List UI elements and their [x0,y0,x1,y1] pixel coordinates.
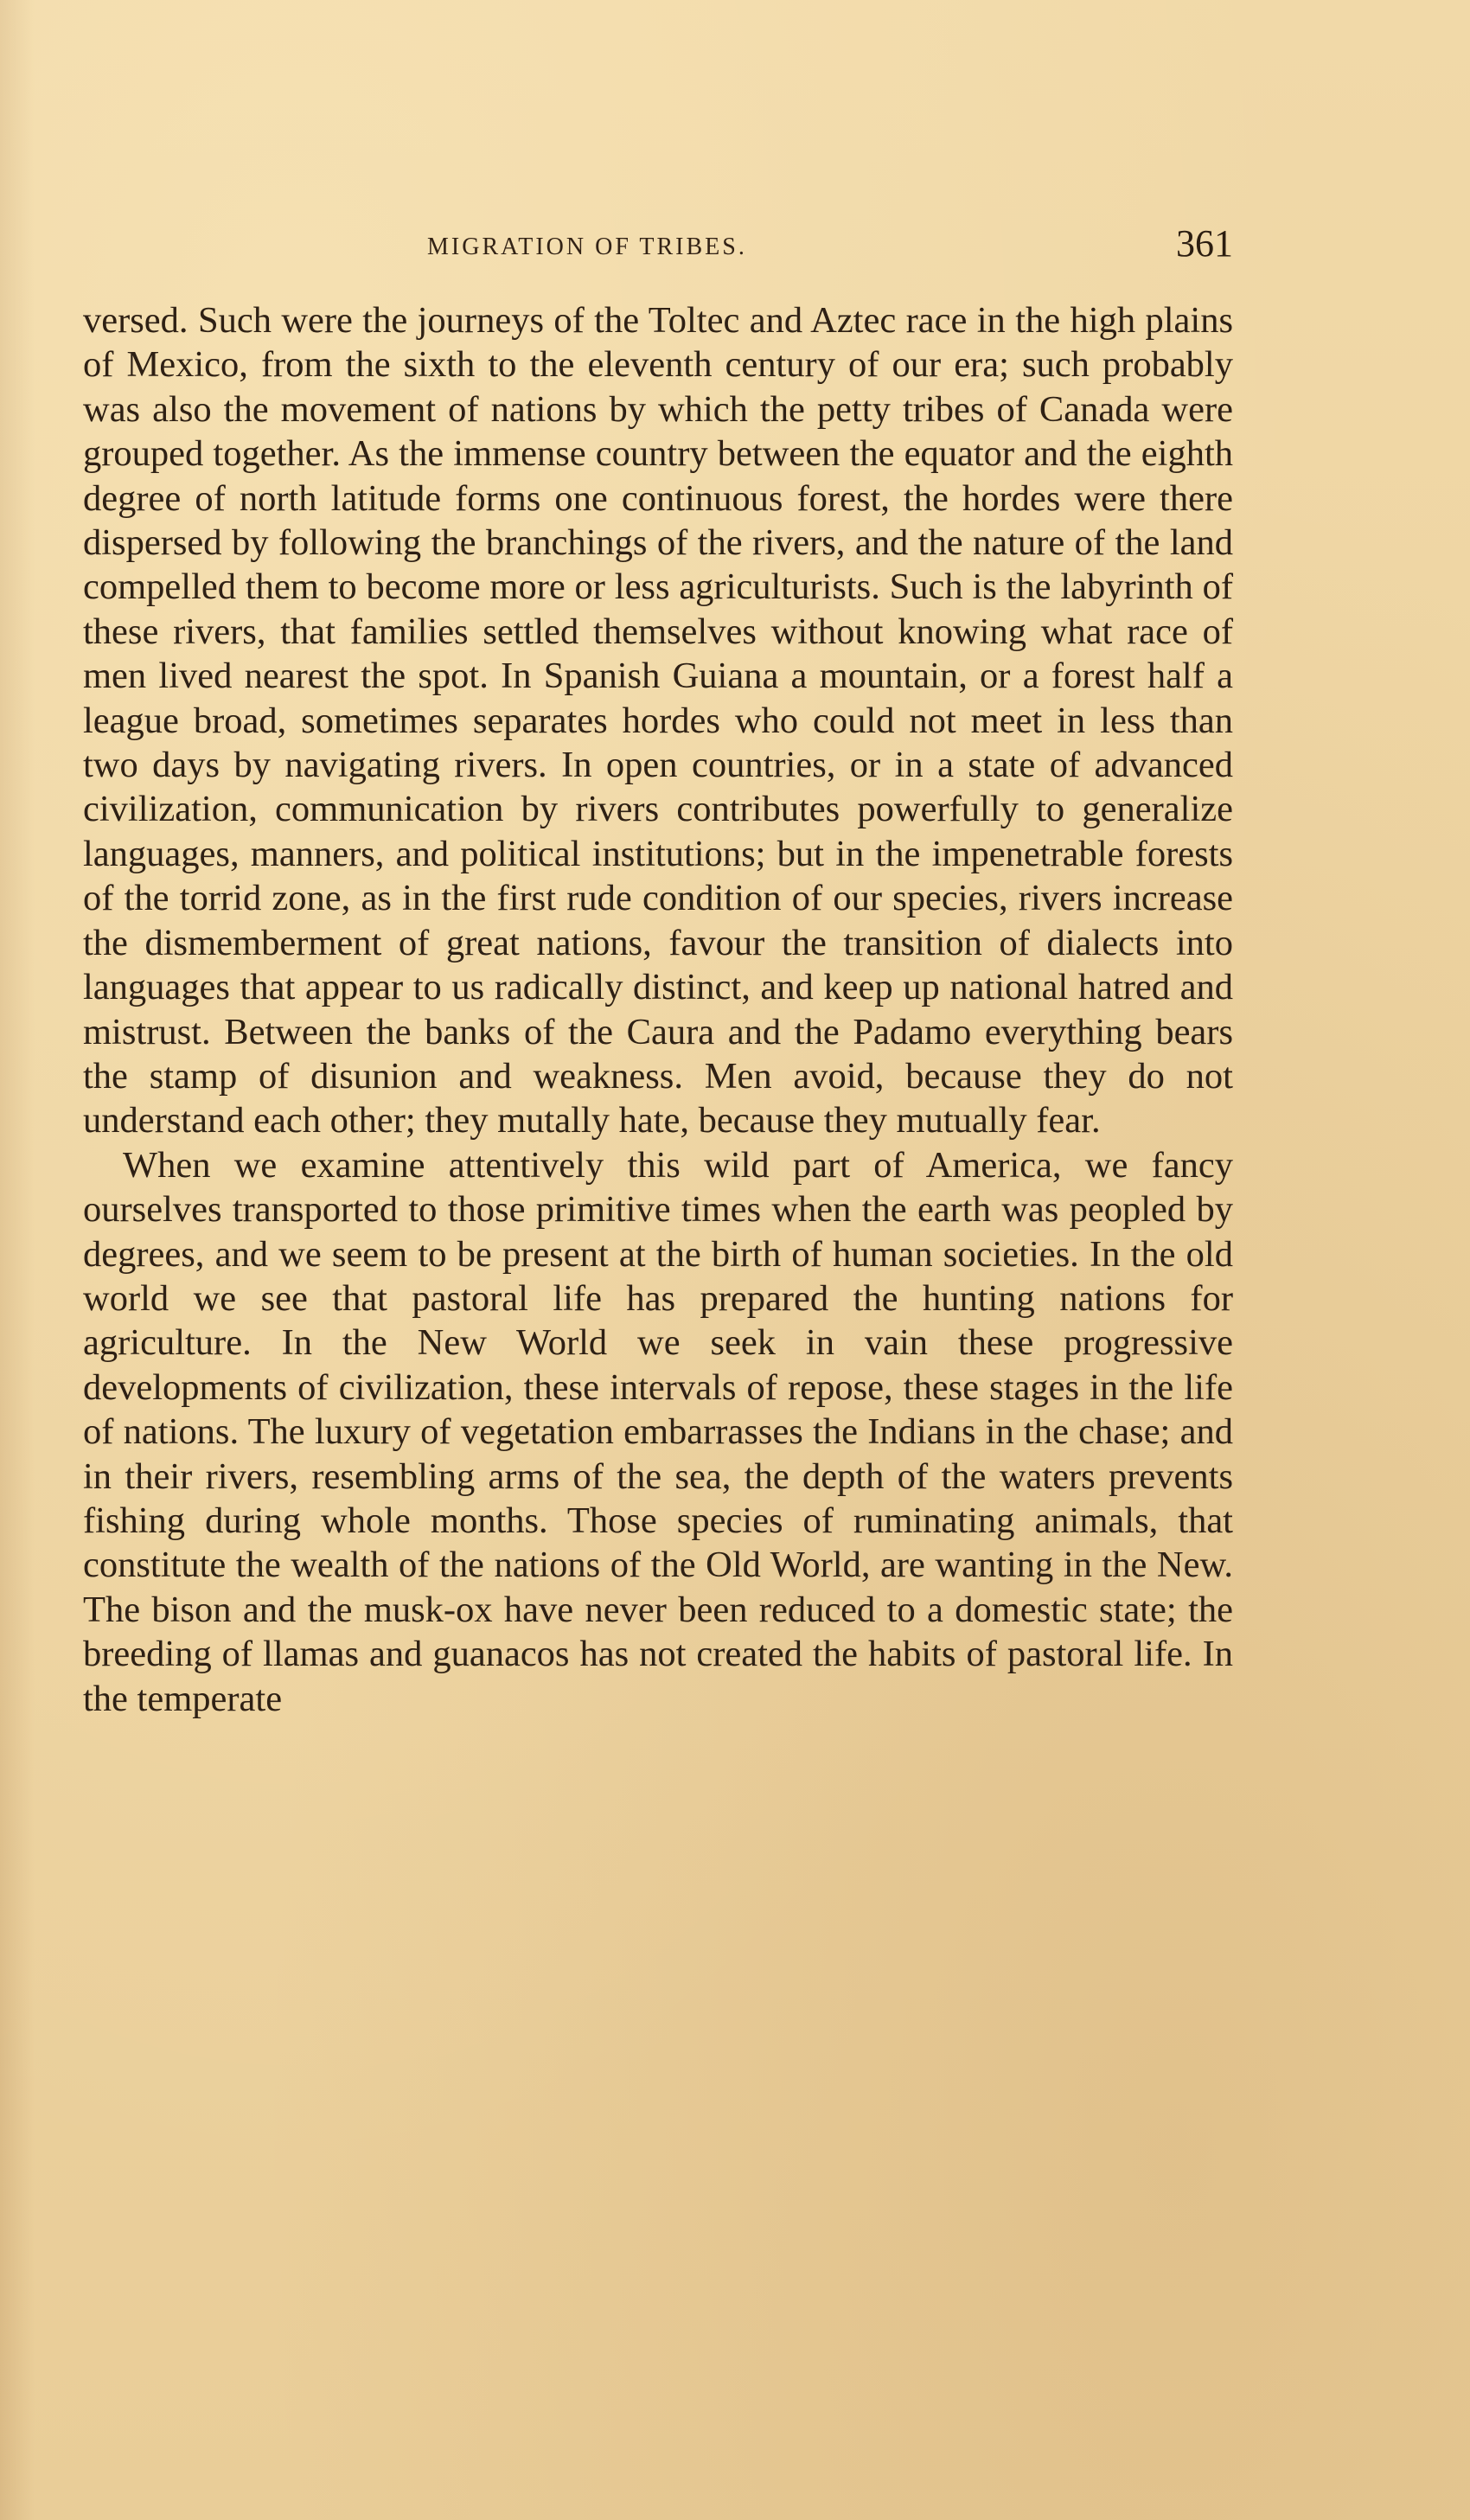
running-head: MIGRATION OF TRIBES. [427,233,747,260]
paragraph: versed. Such were the journeys of the Toltec and Aztec race in the high plains of Mexico, from the sixth to the eleventh century of our era; such probably was also the movement of nations by which the petty tribes of Canada were grouped together. As the immense country between the equator and the eighth degree of north latitude forms one continuous forest, the hordes were there dispersed by following the branchings of the rivers, and the nature of the land compelled them to become more or less agriculturists. Such is the labyrinth of these rivers, that families settled themselves without knowing what race of men lived nearest the spot. In Spanish Guiana a mountain, or a forest half a league broad, sometimes separates hordes who could not meet in less than two days by navigating rivers. In open countries, or in a state of advanced civilization, communication by rivers contributes powerfully to generalize languages, manners, and political institutions; but in the impenetrable forests of the torrid zone, as in the first rude condition of our species, rivers increase the dismemberment of great nations, favour the transition of dialects into languages that appear to us radically distinct, and keep up national hatred and mistrust. Between the banks of the Caura and the Padamo everything bears the stamp of disunion and weakness. Men avoid, because they do not understand each other; they mutally hate, because they mutually fear. [83,300,1233,1142]
page-header [83,222,1233,278]
paragraph: When we examine attentively this wild part of America, we fancy ourselves transported to those primitive times when the earth was peopled by degrees, and we seem to be present at the birth of human societies. In the old world we see that pastoral life has prepared the hunting nations for agriculture. In the New World we seek in vain these progressive developments of civilization, these intervals of repose, these stages in the life of nations. The luxury of vegetation embarrasses the Indians in the chase; and in their rivers, resembling arms of the sea, the depth of the waters prevents fishing during whole months. Those species of ruminating animals, that constitute the wealth of the nations of the Old World, are wanting in the New. The bison and the musk-ox have never been reduced to a domestic state; the breeding of llamas and guanacos has not created the habits of pastoral life. In the temperate [83,1144,1233,1719]
body-text [83,298,1233,1721]
page-number: 361 [1176,222,1233,265]
